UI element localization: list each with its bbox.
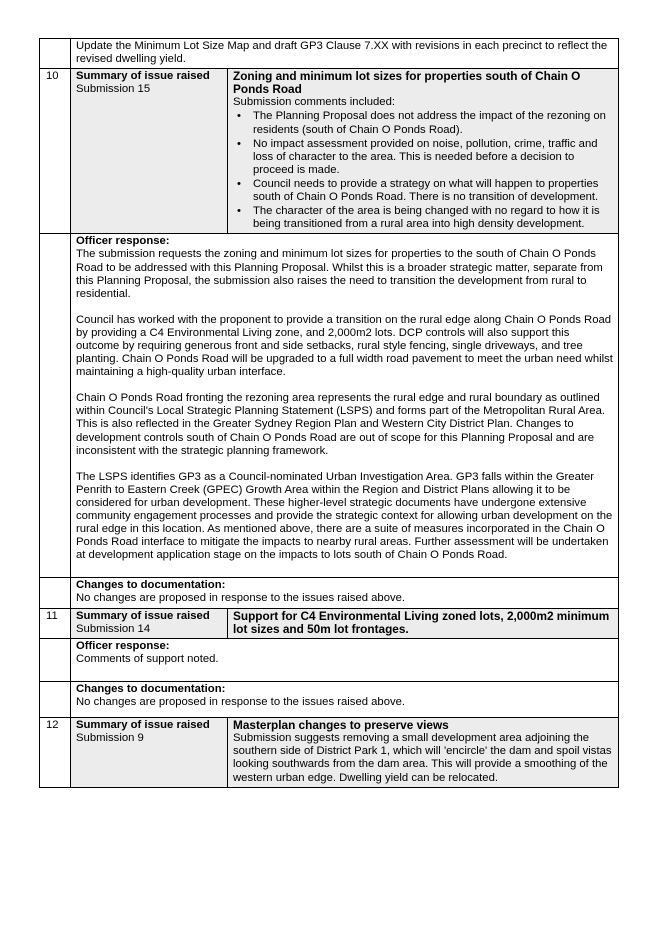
submissions-table-page: [39, 38, 618, 788]
bullet-icon: •: [237, 137, 241, 150]
submission-ref: Submission 15: [76, 83, 151, 96]
issue-summary-cell: [71, 608, 228, 638]
issue-title: Zoning and minimum lot sizes for properties south of Chain O Ponds Road: [233, 69, 581, 97]
list-item: [233, 110, 613, 136]
issue-body: Submission suggests removing a small development area adjoining the southern side of District Park 1, which will 'encircle' the dam and spoil vistas looking southwards from the dam area. This will provide a smoothing of the western urban edge. Dwelling yield can be relocated.: [233, 732, 612, 784]
row-number-cell: [40, 39, 71, 69]
issue-detail-cell: [228, 608, 619, 638]
list-item-text: The Planning Proposal does not address the impact of the rezoning on residents (south of Chain O Ponds Road).: [253, 110, 606, 136]
bullet-icon: •: [237, 110, 241, 123]
bullet-icon: •: [237, 205, 241, 218]
list-item-text: The character of the area is being changed with no regard to how it is being transitioned from a rural area into high density development.: [253, 205, 600, 231]
row-number-cell: 10: [40, 69, 71, 234]
officer-paragraph: Council has worked with the proponent to provide a transition on the rural edge along Chain O Ponds Road by providing a C4 Environmental Living zone, and 2,000m2 lots. DCP controls will also support this outcome by requiring generous front and side setbacks, rural style fencing, single driveways, and tree planting. Chain O Ponds Road will be upgraded to a full width road pavement to meet the urban need whilst maintaining a high-quality urban interface.: [76, 313, 613, 379]
intro-text: Update the Minimum Lot Size Map and draft GP3 Clause 7.XX with revisions in each precinct to reflect the revised dwelling yield.: [76, 40, 608, 66]
issue-title: Support for C4 Environmental Living zoned lots, 2,000m2 minimum lot sizes and 50m lot frontages.: [233, 608, 610, 636]
comments-intro: Submission comments included:: [233, 96, 395, 109]
table-row: [40, 718, 619, 787]
officer-response-label: Officer response:: [76, 639, 170, 652]
officer-paragraph: Chain O Ponds Road fronting the rezoning area represents the rural edge and rural boundary as outlined within Council's Local Strategic Planning Statement (LSPS) and forms part of the Metropolitan Rural Area. This is also reflected in the Greater Sydney Region Plan and Western City District Plan. Changes to development controls south of Chain O Ponds Road are out of scope for this Planning Proposal and are inconsistent with the strategic planning framework.: [76, 392, 605, 457]
changes-cell: [71, 578, 619, 608]
intro-cell: [71, 39, 619, 69]
list-item-text: No impact assessment provided on noise, pollution, crime, traffic and loss of character to the area. This is needed before a decision to proceed is made.: [253, 137, 598, 176]
changes-text: No changes are proposed in response to the issues raised above.: [76, 696, 406, 709]
row-number-cell: [40, 638, 71, 681]
changes-text: No changes are proposed in response to the issues raised above.: [76, 592, 406, 605]
submission-ref: Submission 9: [76, 732, 144, 745]
officer-paragraph: The submission requests the zoning and minimum lot sizes for properties to the south of Chain O Ponds Road to be addressed with this Planning Proposal. Whilst this is a broader strategic matter, separate from this Planning Proposal, the submission also raises the need to transition the development from rural to residential.: [76, 248, 603, 300]
table-row: [40, 234, 619, 578]
comments-list: [233, 110, 613, 231]
issue-title: Masterplan changes to preserve views: [233, 718, 449, 733]
table-row: [40, 39, 619, 69]
list-item: [233, 138, 613, 177]
issue-summary-cell: [71, 69, 228, 234]
changes-label: Changes to documentation:: [76, 579, 226, 592]
officer-response-label: Officer response:: [76, 235, 170, 248]
table-row: [40, 638, 619, 681]
table-row: [40, 578, 619, 608]
officer-response-cell: [71, 234, 619, 578]
row-number-cell: [40, 681, 71, 717]
list-item-text: Council needs to provide a strategy on what will happen to properties south of Chain O Ponds Road. There is no transition of development.: [253, 177, 599, 204]
table-row: [40, 608, 619, 638]
table-row: [40, 69, 619, 234]
row-number-cell: [40, 234, 71, 578]
changes-label: Changes to documentation:: [76, 682, 226, 695]
list-item: [233, 178, 613, 204]
issue-detail-cell: [228, 718, 619, 787]
issue-label: Summary of issue raised: [76, 70, 210, 83]
submission-ref: Submission 14: [76, 622, 151, 635]
issue-label: Summary of issue raised: [76, 609, 210, 622]
row-number-cell: 12: [40, 718, 71, 787]
row-number-cell: 11: [40, 608, 71, 638]
submissions-table: [39, 38, 619, 788]
issue-label: Summary of issue raised: [76, 719, 210, 732]
table-row: [40, 681, 619, 717]
officer-paragraph: The LSPS identifies GP3 as a Council-nominated Urban Investigation Area. GP3 falls within the Greater Penrith to Eastern Creek (GPEC) Growth Area within the Region and District Plans allowing it to be considered for urban development. These higher-level strategic documents have undergone extensive community engagement processes and provide the strategic context for allowing urban development on the rural edge in this location. As mentioned above, there are a suite of measures incorporated in the Chain O Ponds Road interface to mitigate the impacts to nearby rural areas. Further assessment will be undertaken at development application stage on the impacts to lots south of Chain O Ponds Road.: [76, 470, 613, 562]
issue-summary-cell: [71, 718, 228, 787]
list-item: [233, 205, 613, 231]
row-number-cell: [40, 578, 71, 608]
issue-detail-cell: [228, 69, 619, 234]
changes-cell: [71, 681, 619, 717]
bullet-icon: •: [237, 177, 241, 190]
officer-response-cell: [71, 638, 619, 681]
officer-response-text: Comments of support noted.: [76, 652, 219, 665]
